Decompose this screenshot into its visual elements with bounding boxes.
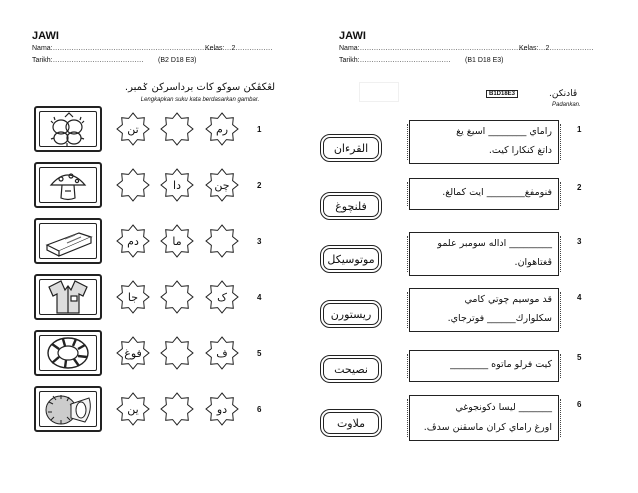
- syllable-text: رم: [215, 122, 229, 136]
- syllable-star-2-1: [205, 168, 239, 202]
- left-class-field: Kelas:…2…………….: [205, 45, 273, 52]
- syllable-text: چن: [214, 178, 230, 192]
- syllable-text: دا: [173, 178, 181, 192]
- syllable-text: [116, 168, 150, 202]
- right-worksheet: [319, 0, 638, 493]
- syllable-star-4-2: [160, 280, 194, 314]
- row-number-6: 6: [257, 405, 262, 414]
- picture-box-2: [34, 162, 102, 208]
- word-box-4: ريستورن: [323, 303, 379, 325]
- syllable-text: [160, 280, 194, 314]
- picture-box-3: [34, 218, 102, 264]
- word-box-2: فلنچوغ: [323, 195, 379, 217]
- sentence-1-line-2: داتغ كنكارا كيت.: [488, 145, 552, 156]
- right-title: JAWI: [339, 30, 366, 42]
- syllable-text: ف: [216, 346, 228, 360]
- sentence-4-line-1: قد موسيم چوتي كامي: [464, 294, 552, 305]
- faint-bleed-mark: [359, 82, 399, 102]
- worksheet-code-box: B1D18E3: [486, 90, 518, 98]
- syllable-star-5-2: [160, 336, 194, 370]
- syllable-text: ين: [127, 402, 139, 416]
- syllable-star-2-3: [116, 168, 150, 202]
- right-worksheet-code: (B1 D18 E3): [465, 57, 504, 64]
- syllable-star-4-1: [205, 280, 239, 314]
- sentence-3-line-1: _________ اداله سومبر علمو: [437, 238, 552, 249]
- syllable-text: [205, 224, 239, 258]
- syllable-text: تن: [127, 122, 139, 136]
- right-instruction-jawi: ڤادنكن.: [549, 89, 578, 99]
- sentence-box-1: [409, 120, 559, 164]
- syllable-text: دو: [216, 402, 228, 416]
- syllable-text: [160, 336, 194, 370]
- syllable-star-3-3: [116, 224, 150, 258]
- sentence-6-line-2: اورغ راماي كران ماسقنن سدڤ.: [423, 422, 552, 433]
- right-instruction-rumi: Padankan.: [552, 102, 581, 108]
- sentence-5-line-1: كيت فرلو ماتوه ________: [450, 359, 552, 370]
- sentence-box-5: [409, 350, 559, 382]
- syllable-star-3-2: [160, 224, 194, 258]
- syllable-text: [160, 112, 194, 146]
- left-worksheet-code: (B2 D18 E3): [158, 57, 197, 64]
- sentence-box-4: [409, 288, 559, 332]
- syllable-star-2-2: [160, 168, 194, 202]
- syllable-star-6-2: [160, 392, 194, 426]
- row-number-4: 4: [257, 293, 262, 302]
- syllable-star-1-2: [160, 112, 194, 146]
- word-box-3: موتوسيكل: [323, 248, 379, 270]
- left-date-field: Tarikh:…………………………………: [32, 57, 144, 64]
- syllable-text: ک: [217, 290, 227, 304]
- picture-box-1: [34, 106, 102, 152]
- mushroom-icon: [43, 167, 93, 203]
- syllable-star-4-3: [116, 280, 150, 314]
- word-box-6: ملاوت: [323, 412, 379, 434]
- syllable-star-5-3: [116, 336, 150, 370]
- row-number-5: 5: [257, 349, 262, 358]
- sentence-3-line-2: ڤغتاهوان.: [514, 257, 552, 268]
- syllable-star-1-3: [116, 112, 150, 146]
- sentence-number-5: 5: [577, 353, 582, 362]
- syllable-text: دم: [127, 234, 139, 248]
- row-number-3: 3: [257, 237, 262, 246]
- durian-icon: [41, 390, 95, 428]
- picture-box-5: [34, 330, 102, 376]
- sentence-2-line-1: فنومفغ________ ايت كمالغ.: [442, 187, 552, 198]
- right-date-field: Tarikh:…………………………………: [339, 57, 451, 64]
- rambutan-icon: [43, 111, 93, 147]
- sentence-number-2: 2: [577, 183, 582, 192]
- left-title: JAWI: [32, 30, 59, 42]
- picture-box-4: [34, 274, 102, 320]
- syllable-star-6-3: [116, 392, 150, 426]
- sentence-number-3: 3: [577, 237, 582, 246]
- left-instruction-jawi: لڠكڤكن سوكو كات برداسركن ݢمبر.: [124, 82, 276, 93]
- sentence-box-3: [409, 232, 559, 276]
- sentence-number-1: 1: [577, 125, 582, 134]
- sentence-box-6: [409, 395, 559, 441]
- word-box-1: القرءان: [323, 137, 379, 159]
- syllable-text: [160, 392, 194, 426]
- picture-box-6: [34, 386, 102, 432]
- row-number-1: 1: [257, 125, 262, 134]
- right-name-field: Nama:………………………………………………………………: [339, 45, 528, 52]
- left-instruction-rumi: Lengkapkan suku kata berdasarkan gambar.: [140, 97, 260, 103]
- syllable-text: فوغ: [124, 346, 142, 360]
- sentence-number-4: 4: [577, 293, 582, 302]
- row-number-2: 2: [257, 181, 262, 190]
- word-box-5: نصيحت: [323, 358, 379, 380]
- sentence-box-2: [409, 178, 559, 210]
- syllable-text: جا: [127, 290, 139, 304]
- syllable-star-5-1: [205, 336, 239, 370]
- float-ring-icon: [43, 335, 93, 371]
- left-name-field: Nama:………………………………………………………………: [32, 45, 221, 52]
- sentence-1-line-1: راماي ________ اسيغ يغ: [456, 126, 552, 137]
- right-class-field: Kelas:…2……………….: [519, 45, 594, 52]
- eraser-icon: [41, 223, 95, 259]
- syllable-star-3-1: [205, 224, 239, 258]
- syllable-star-6-1: [205, 392, 239, 426]
- sentence-6-line-1: _______ ليسا دكونجوغي: [455, 402, 552, 413]
- sentence-number-6: 6: [577, 400, 582, 409]
- syllable-text: ما: [172, 234, 182, 248]
- shirt-icon: [43, 278, 93, 316]
- syllable-star-1-1: [205, 112, 239, 146]
- sentence-4-line-2: سكلوارك______ فوترجاي.: [447, 313, 552, 324]
